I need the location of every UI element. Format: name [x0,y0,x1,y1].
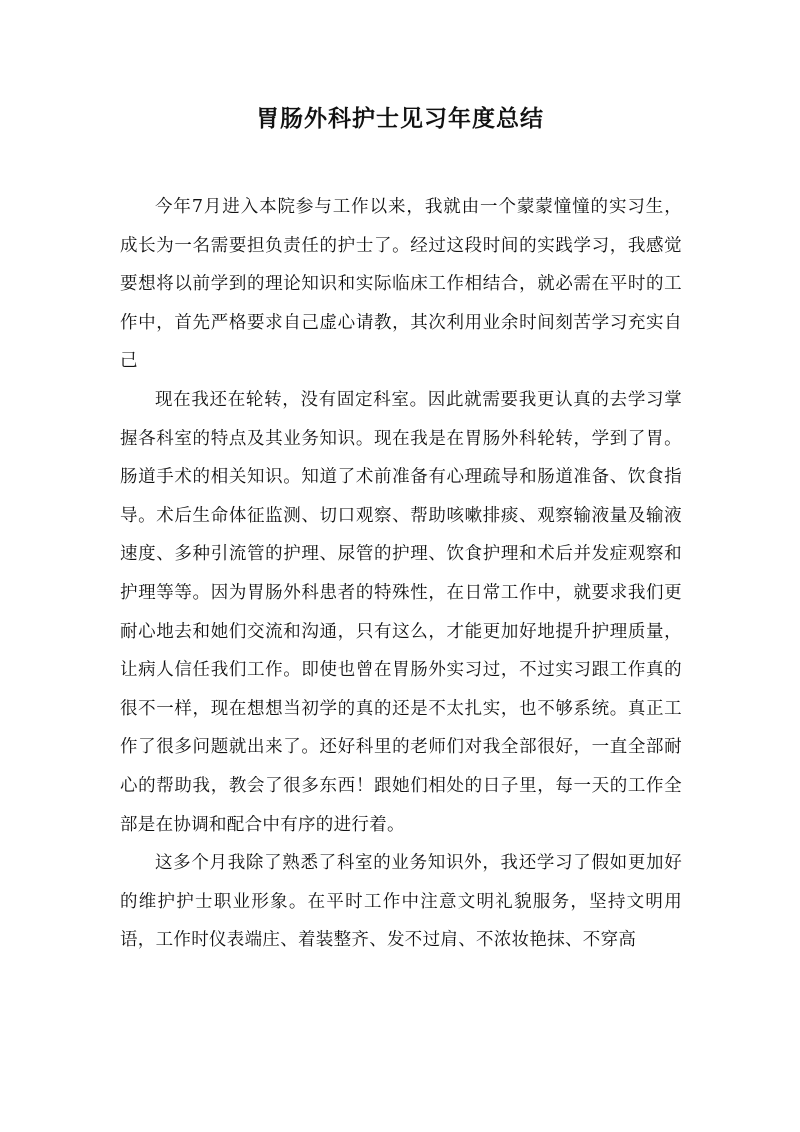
paragraph-1: 今年7月进入本院参与工作以来，我就由一个蒙蒙憧憧的实习生，成长为一名需要担负责任的护士了。经过这段时间的实践学习，我感觉要想将以前学到的理论知识和实际临床工作相结合，就必需在平时的工作中，首先严格要求自己虚心请教，其次利用业余时间刻苦学习充实自己 [120,197,682,372]
paragraph-3: 这多个月我除了熟悉了科室的业务知识外，我还学习了假如更加好的维护护士职业形象。在平时工作中注意文明礼貌服务，坚持文明用语，工作时仪表端庄、着装整齐、发不过肩、不浓妆艳抹、不穿高 [120,853,682,951]
paragraph-2: 现在我还在轮转，没有固定科室。因此就需要我更认真的去学习掌握各科室的特点及其业务知识。现在我是在胃肠外科轮转，学到了胃。肠道手术的相关知识。知道了术前准备有心理疏导和肠道准备、饮食指导。术后生命体征监测、切口观察、帮助咳嗽排痰、观察输液量及输液速度、多种引流管的护理、尿管的护理、饮食护理和术后并发症观察和护理等等。因为胃肠外科患者的特殊性，在日常工作中，就要求我们更耐心地去和她们交流和沟通，只有这么，才能更加好地提升护理质量，让病人信任我们工作。即使也曾在胃肠外实习过，不过实习跟工作真的很不一样，现在想想当初学的真的还是不太扎实，也不够系统。真正工作了很多问题就出来了。还好科里的老师们对我全部很好，一直全部耐心的帮助我，教会了很多东西！跟她们相处的日子里，每一天的工作全部是在协调和配合中有序的进行着。 [120,389,682,835]
document-body [120,188,682,960]
document-title: 胃肠外科护士见习年度总结 [256,105,544,132]
